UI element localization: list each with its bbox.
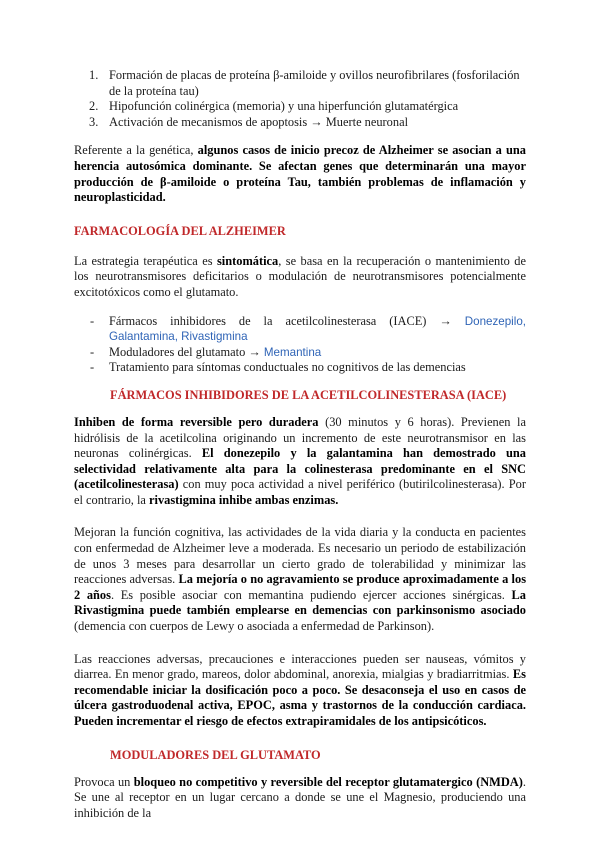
list-number: 1.: [89, 68, 99, 82]
list-number: 2.: [89, 99, 99, 114]
text-run: La estrategia terapéutica es: [74, 253, 217, 268]
text-run-bold: bloqueo no competitivo y reversible del receptor glutamatergico (NMDA): [133, 774, 523, 789]
mechanisms-list: [74, 68, 526, 130]
text-run: Referente a la genética,: [74, 143, 198, 158]
drug-names: Donezepilo, Galantamina, Rivastigmina: [109, 314, 526, 344]
list-text: Moduladores del glutamato →: [109, 344, 264, 359]
list-text: Hipofunción colinérgica (memoria) y una hiperfunción glutamatérgica: [109, 99, 459, 114]
bullet-dash: -: [90, 344, 95, 359]
list-item: [74, 99, 526, 115]
iace-paragraph: [74, 415, 526, 509]
drug-groups-list: [74, 314, 526, 376]
text-run-bold: El donezepilo y la galantamina han demostrado una selectividad relativamente alta para la colinesterasa predominante en el SNC (acetilcolinesterasa): [74, 446, 526, 492]
list-text: Formación de placas de proteína β-amiloide y ovillos neurofibrilares (fosforilación de la proteína tau): [109, 68, 520, 98]
text-run: , se basa en la recuperación o mantenimiento de los neurotransmisores deficitarios o modulación de neurotransmisores potencialmente excitotóxicos como el glutamato.: [74, 253, 527, 299]
text-run: Las reacciones adversas, precauciones e interacciones pueden ser nauseas, vómitos y diarrea. En menor grado, mareos, dolor abdominal, anorexia, mialgias y bradiarritmias.: [74, 651, 526, 682]
list-item: [74, 360, 526, 376]
cognitive-paragraph: [74, 525, 526, 634]
text-run: Provoca un: [74, 774, 134, 789]
section-heading-glutamate: MODULADORES DEL GLUTAMATO: [110, 747, 321, 762]
bullet-dash: -: [90, 313, 95, 328]
text-run-bold: algunos casos de inicio precoz de Alzheimer se asocian a una herencia autosómica dominante. Se afectan genes que determinarán una mayor producción de β-amiloide o proteína Tau, también problemas de inflamación y neuroplasticidad.: [74, 143, 527, 205]
section-heading-iace: FÁRMACOS INHIBIDORES DE LA ACETILCOLINESTERASA (IACE): [110, 387, 507, 402]
genetics-paragraph: [74, 143, 526, 205]
list-item: [74, 115, 526, 131]
drug-names: Memantina: [263, 345, 322, 359]
document-page: [74, 68, 526, 821]
adverse-effects-paragraph: [74, 652, 526, 730]
text-run-bold: La mejoría o no agravamiento se produce aproximadamente a los 2 años: [74, 572, 527, 602]
text-run: . Es posible asociar con memantina pudiendo ejercer acciones sinérgicas.: [110, 587, 512, 602]
glutamate-paragraph: [74, 775, 526, 822]
text-run-bold: Es recomendable iniciar la dosificación poco a poco. Se desaconseja el uso en casos de úlcera gastroduodenal activa, EPOC, asma y trastornos de la conducción cardiaca. Pueden incrementar el riesgo de efectos extrapiramidales de los antipsicóticos.: [74, 667, 526, 728]
text-run: con muy poca actividad a nivel periférico (butirilcolinesterasa). Por el contrario, la: [74, 477, 526, 507]
list-item: [74, 345, 526, 361]
text-run-bold: rivastigmina inhibe ambas enzimas.: [149, 492, 339, 507]
list-text: Fármacos inhibidores de la acetilcolinesterasa (IACE) →: [109, 313, 465, 328]
list-number: 3.: [89, 114, 99, 129]
text-run: (30 minutos y 6 horas). Previenen la hidrólisis de la acetilcolina originando un incremento de este neurotransmisor en las neuronas colinérgicas.: [74, 414, 526, 461]
text-run: Mejoran la función cognitiva, las actividades de la vida diaria y la conducta en pacientes con enfermedad de Alzheimer leve a moderada. Es necesario un periodo de estabilización de unos 3 meses para desarrollar un cierto grado de tolerabilidad y minimizar las reacciones adversas.: [74, 525, 526, 587]
text-run-bold: Inhiben de forma reversible pero duradera: [74, 414, 319, 429]
list-item: [74, 314, 526, 345]
list-text: Tratamiento para síntomas conductuales no cognitivos de las demencias: [109, 360, 466, 375]
text-run: . Se une al receptor en un lugar cercano a donde se une el Magnesio, produciendo una inhibición de la: [74, 774, 526, 820]
text-run: (demencia con cuerpos de Lewy o asociada a enfermedad de Parkinson).: [74, 619, 435, 634]
text-run-bold: La Rivastigmina puede también emplearse en demencias con parkinsonismo asociado: [74, 587, 526, 618]
strategy-paragraph: [74, 254, 526, 301]
section-heading-pharmacology: FARMACOLOGÍA DEL ALZHEIMER: [74, 223, 286, 238]
bullet-dash: -: [90, 360, 95, 375]
list-text: Activación de mecanismos de apoptosis → Muerte neuronal: [109, 114, 409, 129]
text-run-bold: sintomática: [216, 253, 279, 268]
list-item: [74, 68, 526, 99]
